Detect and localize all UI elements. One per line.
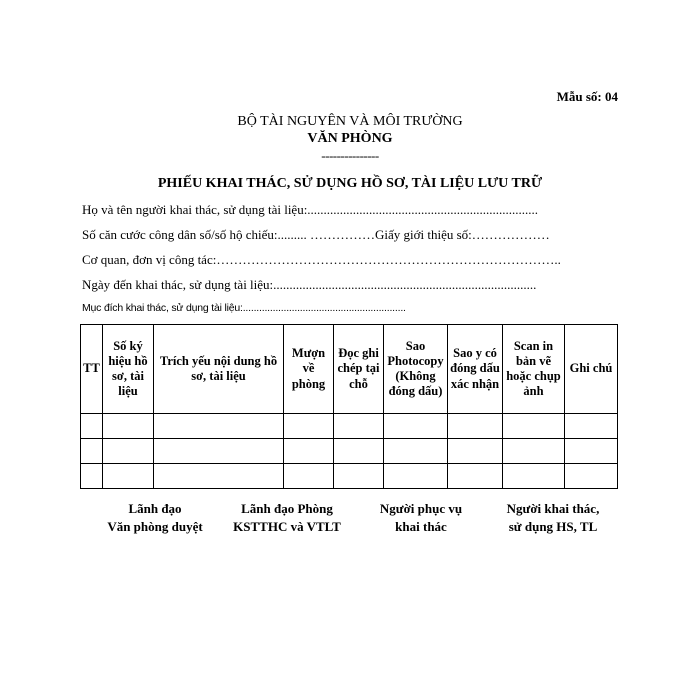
- purpose-field: Mục đích khai thác, sử dụng tài liệu:............................................................: [82, 302, 406, 314]
- table-cell: [334, 439, 384, 464]
- agency-name: BỘ TÀI NGUYÊN VÀ MÔI TRƯỜNG: [237, 114, 463, 129]
- table-cell: [448, 464, 503, 489]
- table-cell: [334, 414, 384, 439]
- col-header-summary: Trích yếu nội dung hồ sơ, tài liệu: [154, 325, 284, 414]
- table-cell: [503, 464, 565, 489]
- col-header-photocopy: Sao Photocopy (Không đóng dấu): [384, 325, 448, 414]
- form-number: Mẫu số: 04: [556, 89, 618, 104]
- organization-field: Cơ quan, đơn vị công tác:……………………………………………………………………..: [82, 252, 561, 267]
- records-table: [80, 324, 618, 489]
- signature-department-leader-line1: Lãnh đạo Phòng: [241, 501, 333, 516]
- table-cell: [384, 439, 448, 464]
- signature-office-leader-line1: Lãnh đạo: [128, 501, 182, 516]
- col-header-scan: Scan in bản vẽ hoặc chụp ảnh: [503, 325, 565, 414]
- table-cell: [384, 464, 448, 489]
- date-field: Ngày đến khai thác, sử dụng tài liệu:.................................................................................: [82, 277, 537, 292]
- table-cell: [384, 414, 448, 439]
- table-row: [81, 414, 618, 439]
- table-cell: [565, 464, 618, 489]
- signature-document-user-line1: Người khai thác,: [506, 501, 600, 516]
- table-cell: [154, 439, 284, 464]
- col-header-borrow: Mượn về phòng: [284, 325, 334, 414]
- signature-document-user-line2: sử dụng HS, TL: [508, 519, 598, 534]
- table-cell: [81, 414, 103, 439]
- table-row: [81, 439, 618, 464]
- col-header-read-onsite: Đọc ghi chép tại chỗ: [334, 325, 384, 414]
- col-header-index: TT: [81, 325, 103, 414]
- table-cell: [284, 439, 334, 464]
- user-name-field: Họ và tên người khai thác, sử dụng tài liệu:.......................................................................: [82, 202, 539, 217]
- table-cell: [284, 414, 334, 439]
- table-cell: [503, 414, 565, 439]
- col-header-notes: Ghi chú: [565, 325, 618, 414]
- office-name: VĂN PHÒNG: [307, 131, 393, 146]
- table-cell: [565, 414, 618, 439]
- table-header-row: [81, 325, 618, 414]
- table-cell: [154, 464, 284, 489]
- id-number-field: Số căn cước công dân số/số hộ chiếu:......... ……………Giấy giới thiệu số:………………: [82, 227, 550, 242]
- table-cell: [334, 464, 384, 489]
- table-cell: [284, 464, 334, 489]
- table-cell: [103, 464, 154, 489]
- signature-document-user: [492, 500, 614, 536]
- col-header-record-code: Số ký hiệu hồ sơ, tài liệu: [103, 325, 154, 414]
- table-cell: [565, 439, 618, 464]
- col-header-certified-copy: Sao y có đóng dấu xác nhận: [448, 325, 503, 414]
- table-cell: [448, 414, 503, 439]
- table-cell: [81, 464, 103, 489]
- signature-service-staff: [366, 500, 476, 536]
- table-cell: [103, 439, 154, 464]
- table-row: [81, 464, 618, 489]
- signature-department-leader-line2: KSTTHC và VTLT: [233, 519, 341, 534]
- table-cell: [503, 439, 565, 464]
- table-cell: [154, 414, 284, 439]
- signature-office-leader: [95, 500, 215, 536]
- table-cell: [103, 414, 154, 439]
- form-title: PHIẾU KHAI THÁC, SỬ DỤNG HỒ SƠ, TÀI LIỆU LƯU TRỮ: [157, 176, 543, 191]
- table-cell: [81, 439, 103, 464]
- signature-service-staff-line2: khai thác: [395, 519, 447, 534]
- signature-service-staff-line1: Người phục vụ: [379, 501, 463, 516]
- signature-department-leader: [222, 500, 352, 536]
- table-cell: [448, 439, 503, 464]
- header-divider: ---------------: [321, 148, 379, 163]
- signature-office-leader-line2: Văn phòng duyệt: [107, 519, 203, 534]
